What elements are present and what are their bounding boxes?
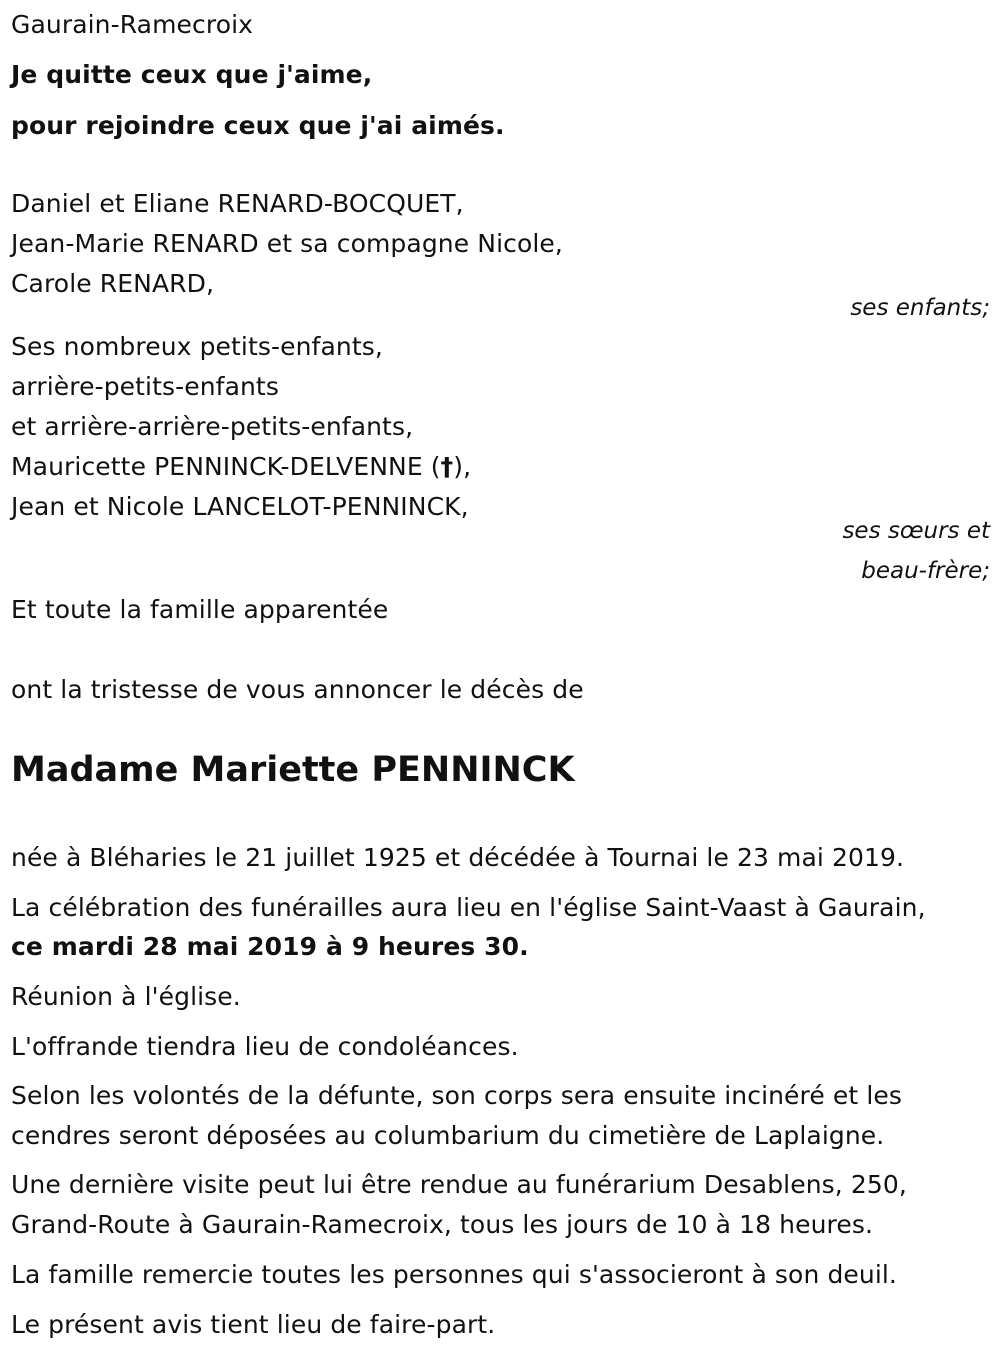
location: Gaurain-Ramecroix [11, 10, 254, 39]
sibling-line [11, 451, 471, 483]
family-line: Ses nombreux petits-enfants, [11, 332, 383, 361]
ceremony-date: ce mardi 28 mai 2019 à 9 heures 30. [11, 932, 529, 961]
child-name: Daniel et Eliane RENARD-BOCQUET, [11, 189, 464, 218]
birth-death: née à Bléharies le 21 juillet 1925 et décédée à Tournai le 23 mai 2019. [11, 843, 905, 872]
extended-family: Et toute la famille apparentée [11, 595, 389, 624]
visit-line: Une dernière visite peut lui être rendue au funérarium Desablens, 250, [11, 1170, 907, 1199]
deceased-name: Madame Mariette PENNINCK [11, 750, 575, 790]
ceremony-line: La célébration des funérailles aura lieu en l'église Saint-Vaast à Gaurain, [11, 893, 926, 922]
family-line: et arrière-arrière-petits-enfants, [11, 412, 414, 441]
cremation-line: cendres seront déposées au columbarium du cimetière de Laplaigne. [11, 1121, 885, 1150]
notice: Le présent avis tient lieu de faire-part. [11, 1310, 496, 1339]
quote-line-2: pour rejoindre ceux que j'ai aimés. [11, 111, 505, 140]
meeting: Réunion à l'église. [11, 982, 241, 1011]
announcement: ont la tristesse de vous annoncer le décès de [11, 675, 584, 704]
family-line: arrière-petits-enfants [11, 372, 279, 401]
sibling-name: Mauricette PENNINCK-DELVENNE ( [11, 452, 441, 481]
thanks: La famille remercie toutes les personnes qui s'associeront à son deuil. [11, 1260, 897, 1289]
sibling-line: Jean et Nicole LANCELOT-PENNINCK, [11, 492, 469, 521]
child-name: Jean-Marie RENARD et sa compagne Nicole, [11, 229, 563, 258]
child-name: Carole RENARD, [11, 269, 215, 298]
visit-line: Grand-Route à Gaurain-Ramecroix, tous les jours de 10 à 18 heures. [11, 1210, 873, 1239]
cremation-line: Selon les volontés de la défunte, son corps sera ensuite incinéré et les [11, 1081, 902, 1110]
offering: L'offrande tiendra lieu de condoléances. [11, 1032, 519, 1061]
siblings-relation: ses sœurs et [842, 518, 990, 544]
cross-icon: † [440, 452, 454, 481]
siblings-relation: beau-frère; [861, 558, 990, 584]
quote-line-1: Je quitte ceux que j'aime, [11, 60, 373, 89]
children-relation: ses enfants; [850, 295, 990, 321]
sibling-name-end: ), [453, 452, 472, 481]
